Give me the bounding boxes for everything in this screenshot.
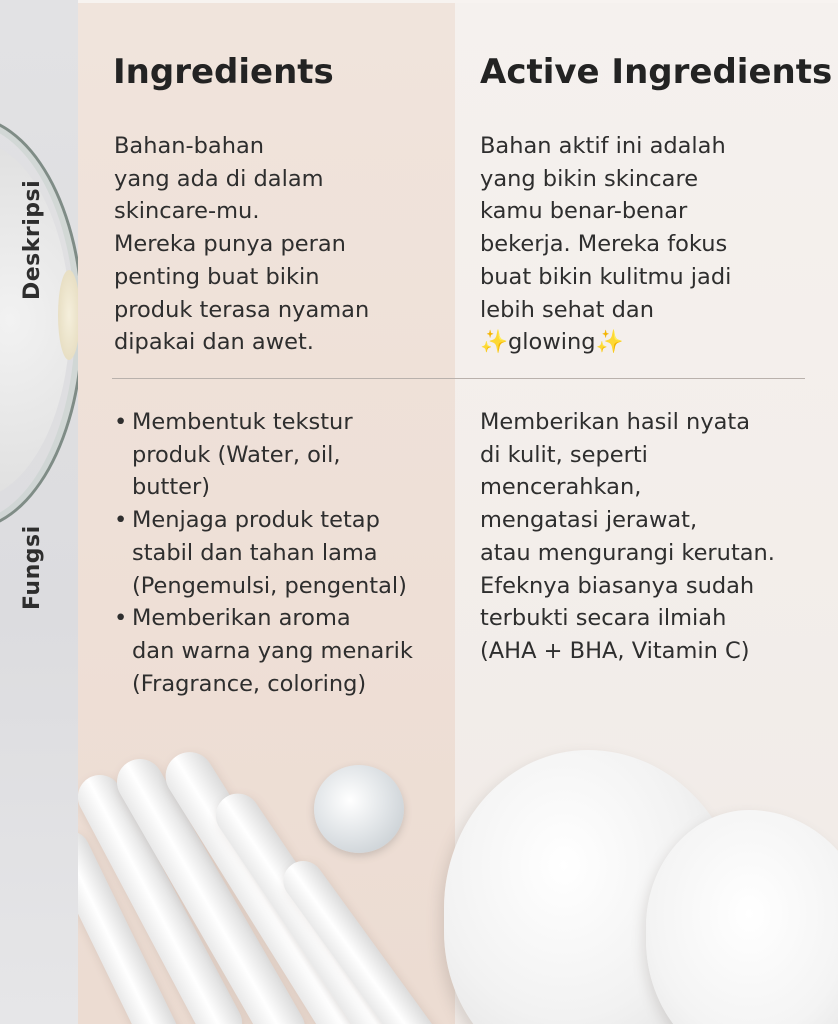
text-line: yang bikin skincare bbox=[480, 165, 699, 192]
list-item bbox=[114, 406, 413, 504]
text-line: (Fragrance, coloring) bbox=[132, 670, 367, 697]
row-label-function: Fungsi bbox=[20, 525, 45, 610]
sparkle-icon: ✨ bbox=[480, 329, 509, 356]
serum-drop-image bbox=[58, 270, 78, 360]
text-line: bekerja. Mereka fokus bbox=[480, 231, 728, 258]
list-item bbox=[114, 602, 413, 700]
description-ingredients bbox=[114, 130, 369, 359]
text-line: Memberikan hasil nyata bbox=[480, 409, 751, 435]
text-line: Bahan-bahan bbox=[114, 133, 265, 159]
sparkle-icon: ✨ bbox=[595, 329, 624, 356]
function-active-ingredients bbox=[480, 406, 775, 668]
list-item bbox=[114, 504, 413, 602]
text-line: Mereka punya peran bbox=[114, 231, 346, 258]
cream-texture-image bbox=[78, 730, 838, 1024]
gel-drop-image bbox=[314, 765, 404, 853]
text-line: • Membentuk tekstur bbox=[132, 409, 353, 435]
text-line-glowing bbox=[480, 326, 731, 359]
glowing-word: glowing bbox=[508, 329, 596, 356]
text-line: atau mengurangi kerutan. bbox=[480, 539, 775, 566]
text-line: (Pengemulsi, pengental) bbox=[132, 572, 407, 599]
text-line: mencerahkan, bbox=[480, 474, 642, 501]
section-divider bbox=[112, 378, 805, 379]
text-line: terbukti secara ilmiah bbox=[480, 605, 727, 632]
text-line: Bahan aktif ini adalah bbox=[480, 133, 726, 159]
function-ingredients-list bbox=[114, 406, 413, 700]
text-line: • Menjaga produk tetap bbox=[132, 507, 380, 534]
text-line: • Memberikan aroma bbox=[132, 605, 351, 632]
text-line: kamu benar-benar bbox=[480, 198, 688, 225]
heading-ingredients: Ingredients bbox=[113, 52, 334, 92]
text-line: skincare-mu. bbox=[114, 198, 260, 225]
text-line: butter) bbox=[132, 474, 211, 501]
text-line: dipakai dan awet. bbox=[114, 329, 314, 356]
text-line: penting buat bikin bbox=[114, 263, 320, 290]
text-line: yang ada di dalam bbox=[114, 165, 324, 192]
text-line: stabil dan tahan lama bbox=[132, 539, 378, 566]
text-line: produk terasa nyaman bbox=[114, 296, 370, 323]
top-edge bbox=[78, 0, 838, 3]
text-line: produk (Water, oil, bbox=[132, 441, 341, 468]
text-line: Efeknya biasanya sudah bbox=[480, 572, 755, 599]
left-strip bbox=[0, 0, 78, 1024]
text-line: buat bikin kulitmu jadi bbox=[480, 263, 732, 290]
text-line: (AHA + BHA, Vitamin C) bbox=[480, 637, 750, 664]
heading-active-ingredients: Active Ingredients bbox=[480, 52, 833, 92]
text-line: di kulit, seperti bbox=[480, 441, 648, 468]
text-line: dan warna yang menarik bbox=[132, 637, 413, 664]
text-line: lebih sehat dan bbox=[480, 296, 654, 323]
text-line: mengatasi jerawat, bbox=[480, 507, 698, 534]
row-label-description: Deskripsi bbox=[20, 179, 45, 300]
description-active-ingredients bbox=[480, 130, 731, 359]
